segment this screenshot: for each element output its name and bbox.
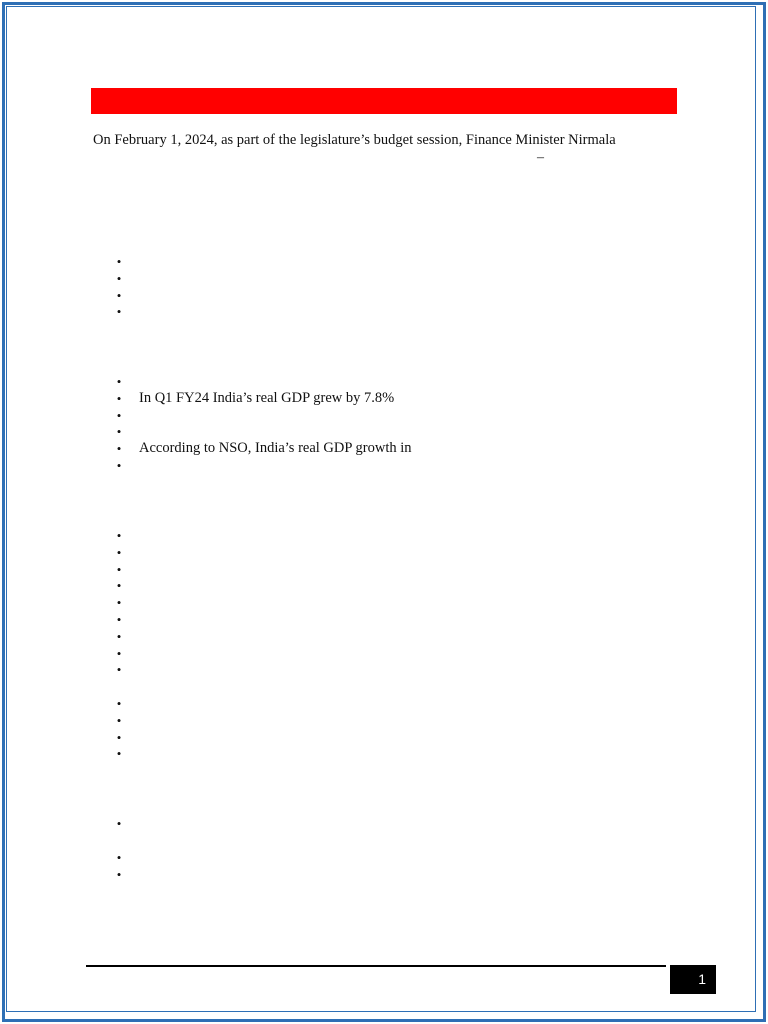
list-item (114, 287, 674, 304)
bullet-dot: • (116, 696, 122, 711)
list-item (114, 544, 674, 561)
bullet-dot: • (116, 458, 122, 473)
bullet-dot: • (116, 561, 122, 577)
list-item (114, 611, 674, 628)
bullet-dot: • (116, 287, 122, 303)
bullet-dot: • (116, 628, 122, 644)
bullet-dot: • (116, 270, 122, 286)
bullet-dot: • (116, 374, 122, 389)
list-item (114, 373, 674, 390)
list-item (114, 303, 674, 320)
list-item (114, 815, 674, 832)
page-number: 1 (670, 965, 716, 994)
footer-rule (86, 965, 666, 967)
bullet-dot: • (116, 304, 122, 320)
list-item (114, 457, 674, 474)
bullet-dot: • (116, 867, 122, 882)
list-item (114, 712, 674, 729)
bullet-dot: • (116, 424, 122, 440)
bullet-dot: • (116, 390, 122, 406)
list-item (114, 594, 674, 611)
bullet-dot: • (116, 850, 122, 865)
bullet-dot: • (116, 544, 122, 560)
list-item (114, 561, 674, 578)
bullet-dot: • (116, 407, 122, 423)
list-item (114, 729, 674, 746)
bullet-dot: • (116, 746, 122, 762)
bullet-dot: • (116, 441, 122, 457)
list-item (114, 390, 674, 407)
list-item (114, 440, 674, 457)
bullet-text: In Q1 FY24 India’s real GDP grew by 7.8% (139, 389, 395, 406)
list-item (114, 628, 674, 645)
list-item (114, 423, 674, 440)
bullet-dot: • (116, 729, 122, 745)
list-item (114, 645, 674, 662)
list-item (114, 661, 674, 678)
list-item (114, 253, 674, 270)
list-item (114, 745, 674, 762)
bullet-dot: • (116, 578, 122, 594)
bullet-dot: • (116, 254, 122, 269)
list-item (114, 270, 674, 287)
list-item (114, 849, 674, 866)
bullet-dot: • (116, 645, 122, 661)
list-item (114, 527, 674, 544)
bullet-dot: • (116, 528, 122, 543)
bullet-text: According to NSO, India’s real GDP growth in (139, 440, 412, 457)
list-item (114, 407, 674, 424)
bullet-dot: • (116, 595, 122, 611)
list-item (114, 695, 674, 712)
title-banner (91, 88, 677, 114)
bullet-dot: • (116, 612, 122, 627)
bullet-dot: • (116, 662, 122, 678)
list-item (114, 577, 674, 594)
list-item (114, 866, 674, 883)
bullet-dot: • (116, 816, 122, 831)
bullet-dot: • (116, 712, 122, 728)
intro-dash: – (537, 150, 544, 165)
intro-paragraph: On February 1, 2024, as part of the legislature’s budget session, Finance Minister Nirmala (93, 132, 616, 148)
